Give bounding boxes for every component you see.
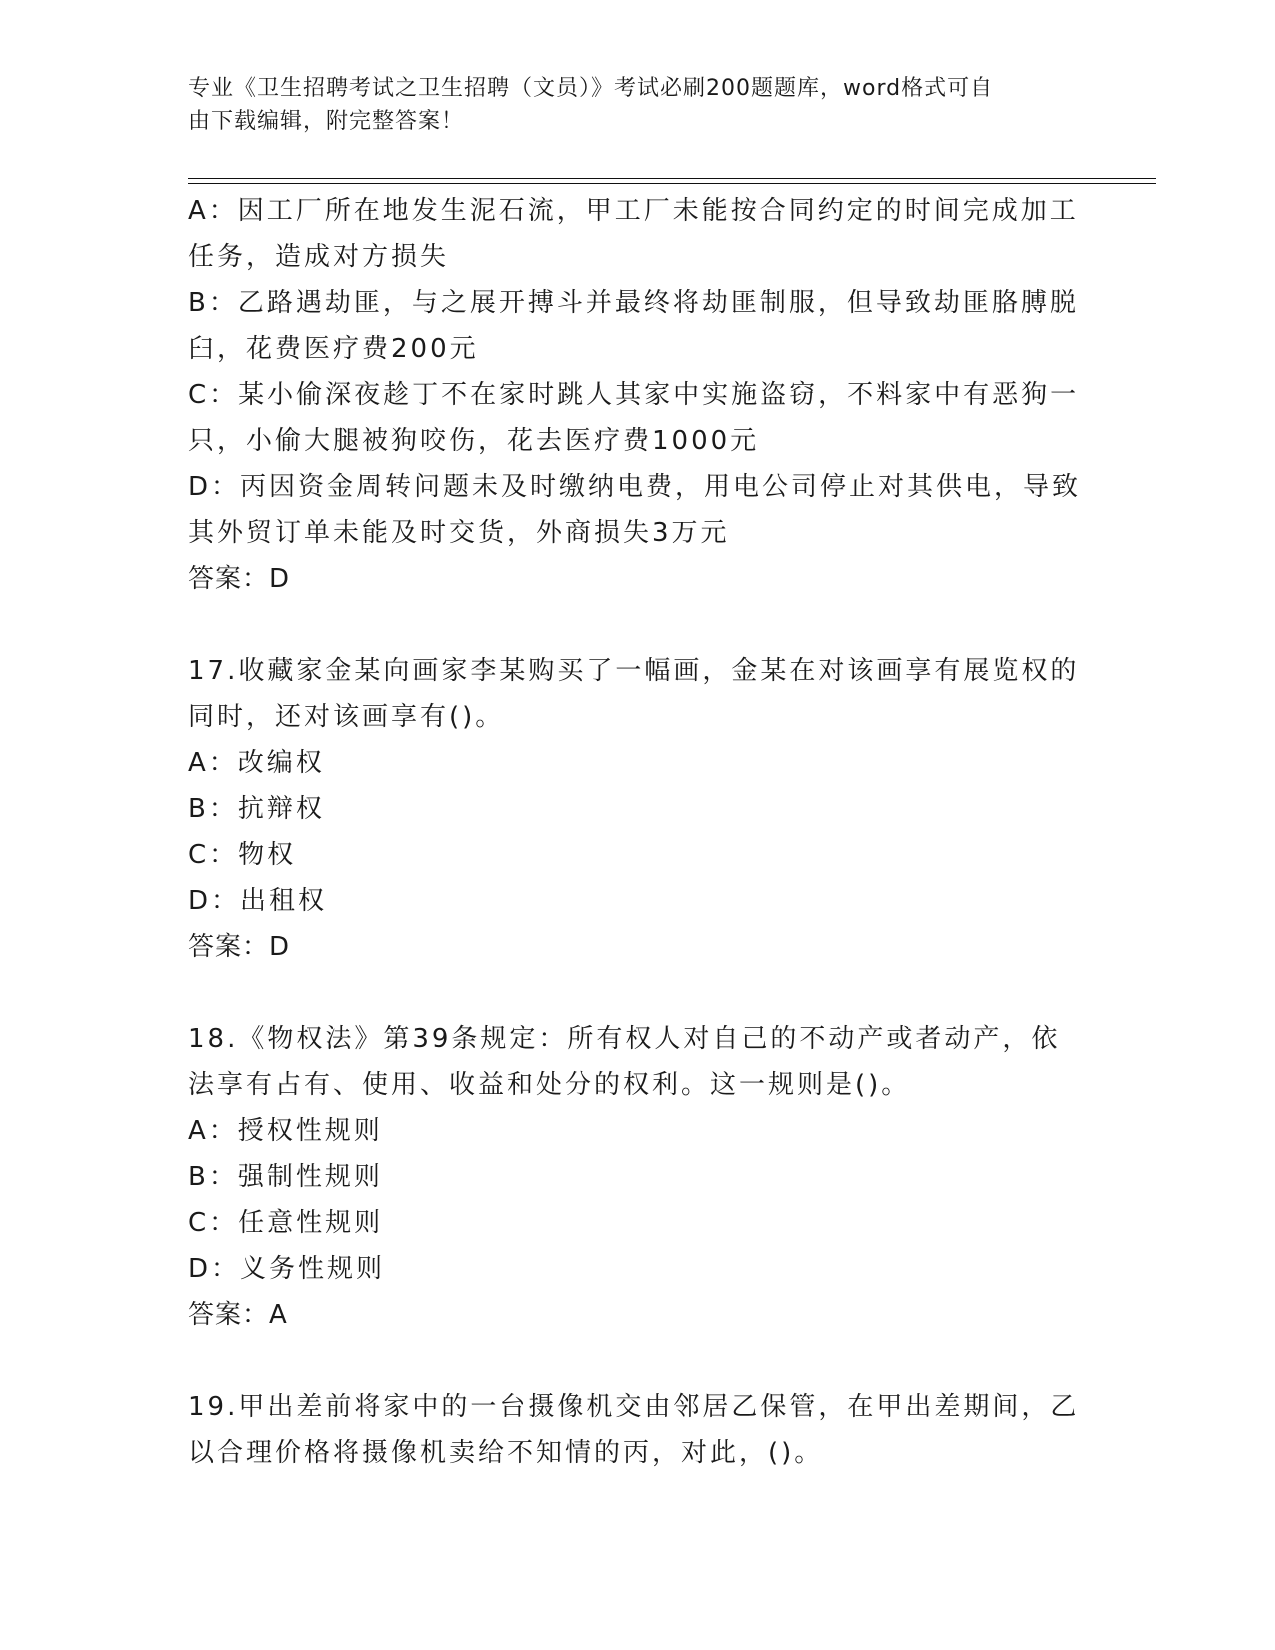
q17-option-a: A：改编权 (188, 748, 325, 778)
q16-option-a-line-1: A：因工厂所在地发生泥石流，甲工厂未能按合同约定的时间完成加工 (188, 196, 1079, 226)
q17-option-b: B：抗辩权 (188, 794, 325, 824)
spacer (188, 1338, 1088, 1384)
q18-stem-line-1: 18.《物权法》第39条规定：所有权人对自己的不动产或者动产，依 (188, 1024, 1061, 1054)
q16-option-c-line-1: C：某小偷深夜趁丁不在家时跳人其家中实施盗窃，不料家中有恶狗一 (188, 380, 1080, 410)
header-divider-top (188, 178, 1156, 179)
q16-option-d-line-2: 其外贸订单未能及时交货，外商损失3万元 (188, 518, 730, 548)
spacer (188, 602, 1088, 648)
q16-option-b-line-1: B：乙路遇劫匪，与之展开搏斗并最终将劫匪制服，但导致劫匪胳膊脱 (188, 288, 1079, 318)
question-18-block (188, 1016, 1088, 1338)
q17-option-d: D：出租权 (188, 886, 328, 916)
spacer (188, 970, 1088, 1016)
q18-stem-line-2: 法享有占有、使用、收益和处分的权利。这一规则是()。 (188, 1070, 911, 1100)
q17-answer: 答案：D (188, 932, 291, 962)
q16-answer: 答案：D (188, 564, 291, 594)
q16-option-a-line-2: 任务，造成对方损失 (188, 242, 450, 272)
q16-option-c-line-2: 只，小偷大腿被狗咬伤，花去医疗费1000元 (188, 426, 760, 456)
q18-option-b: B：强制性规则 (188, 1162, 383, 1192)
question-17-block (188, 648, 1088, 970)
question-16-block (188, 188, 1088, 602)
document-header-note (188, 72, 1068, 138)
q19-stem-line-1: 19.甲出差前将家中的一台摄像机交由邻居乙保管，在甲出差期间，乙 (188, 1392, 1080, 1422)
header-line-1: 专业《卫生招聘考试之卫生招聘（文员）》考试必刷200题题库，word格式可自 (188, 76, 994, 101)
question-19-block (188, 1384, 1088, 1476)
q18-option-a: A：授权性规则 (188, 1116, 383, 1146)
q16-option-d-line-1: D：丙因资金周转问题未及时缴纳电费，用电公司停止对其供电，导致 (188, 472, 1082, 502)
q17-stem-line-2: 同时，还对该画享有()。 (188, 702, 505, 732)
q18-option-c: C：任意性规则 (188, 1208, 384, 1238)
header-divider-bottom (188, 183, 1156, 184)
q18-answer: 答案：A (188, 1300, 288, 1330)
document-body (188, 188, 1088, 1476)
q17-option-c: C：物权 (188, 840, 297, 870)
q16-option-b-line-2: 臼，花费医疗费200元 (188, 334, 479, 364)
header-line-2: 由下载编辑，附完整答案！ (188, 109, 465, 134)
q17-stem-line-1: 17.收藏家金某向画家李某购买了一幅画，金某在对该画享有展览权的 (188, 656, 1080, 686)
q19-stem-line-2: 以合理价格将摄像机卖给不知情的丙，对此，()。 (188, 1438, 824, 1468)
q18-option-d: D：义务性规则 (188, 1254, 386, 1284)
